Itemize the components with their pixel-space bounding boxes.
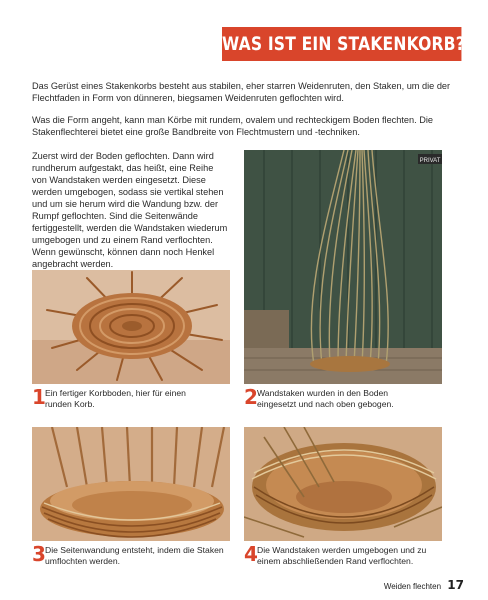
caption-text: Die Seitenwandung entsteht, indem die Staken umflochten werden. — [45, 545, 224, 566]
intro-paragraph: Das Gerüst eines Stakenkorbs besteht aus stabilen, eher starren Weidenruten, den Staken, um die der Flechtfaden in Form von dünneren, biegsamen Weidenruten geflochten wird. — [32, 81, 451, 103]
photo-basket-base — [32, 270, 230, 384]
page-title: WAS IST EIN STAKENKORB? — [222, 27, 461, 61]
caption-number: 1 — [32, 385, 46, 409]
caption-text: Wandstaken wurden in den Boden eingesetzt und nach oben gebogen. — [257, 388, 394, 409]
caption-text: Ein fertiger Korbboden, hier für einen runden Korb. — [45, 388, 186, 409]
page-footer — [384, 578, 464, 592]
caption-number: 3 — [32, 542, 46, 566]
footer-section: Weiden flechten — [383, 582, 442, 591]
photo-upright-stakes — [244, 150, 442, 384]
caption-number: 4 — [244, 542, 258, 566]
door-sign: PRIVAT — [419, 158, 441, 164]
shape-paragraph: Was die Form angeht, kann man Körbe mit rundem, ovalem und rechteckigem Boden flechten. Die Stakenflechterei bietet eine große Bandbreite von Flechtmustern und -techniken. — [32, 115, 434, 137]
process-paragraph: Zuerst wird der Boden geflochten. Dann wird rundherum aufgestakt, das heißt, eine Reihe von Wandstaken werden eingesetzt. Diese werden umgebogen, sodass sie vertikal stehen und um sie herum wird die Wandung bzw. der Rumpf geflochten. Sind die Seitenwände fertiggestellt, werden die Wandstaken wiederum umgebogen und zu einem Rand verflochten. Wenn gewünscht, können dann noch Henkel angebracht werden. — [32, 151, 228, 269]
photo-border-weaving — [244, 427, 442, 541]
photo-side-weaving — [32, 427, 230, 541]
page-number: 17 — [447, 578, 464, 592]
caption-text: Die Wandstaken werden umgebogen und zu einem abschließenden Rand verflochten. — [257, 545, 427, 566]
caption-number: 2 — [244, 385, 258, 409]
